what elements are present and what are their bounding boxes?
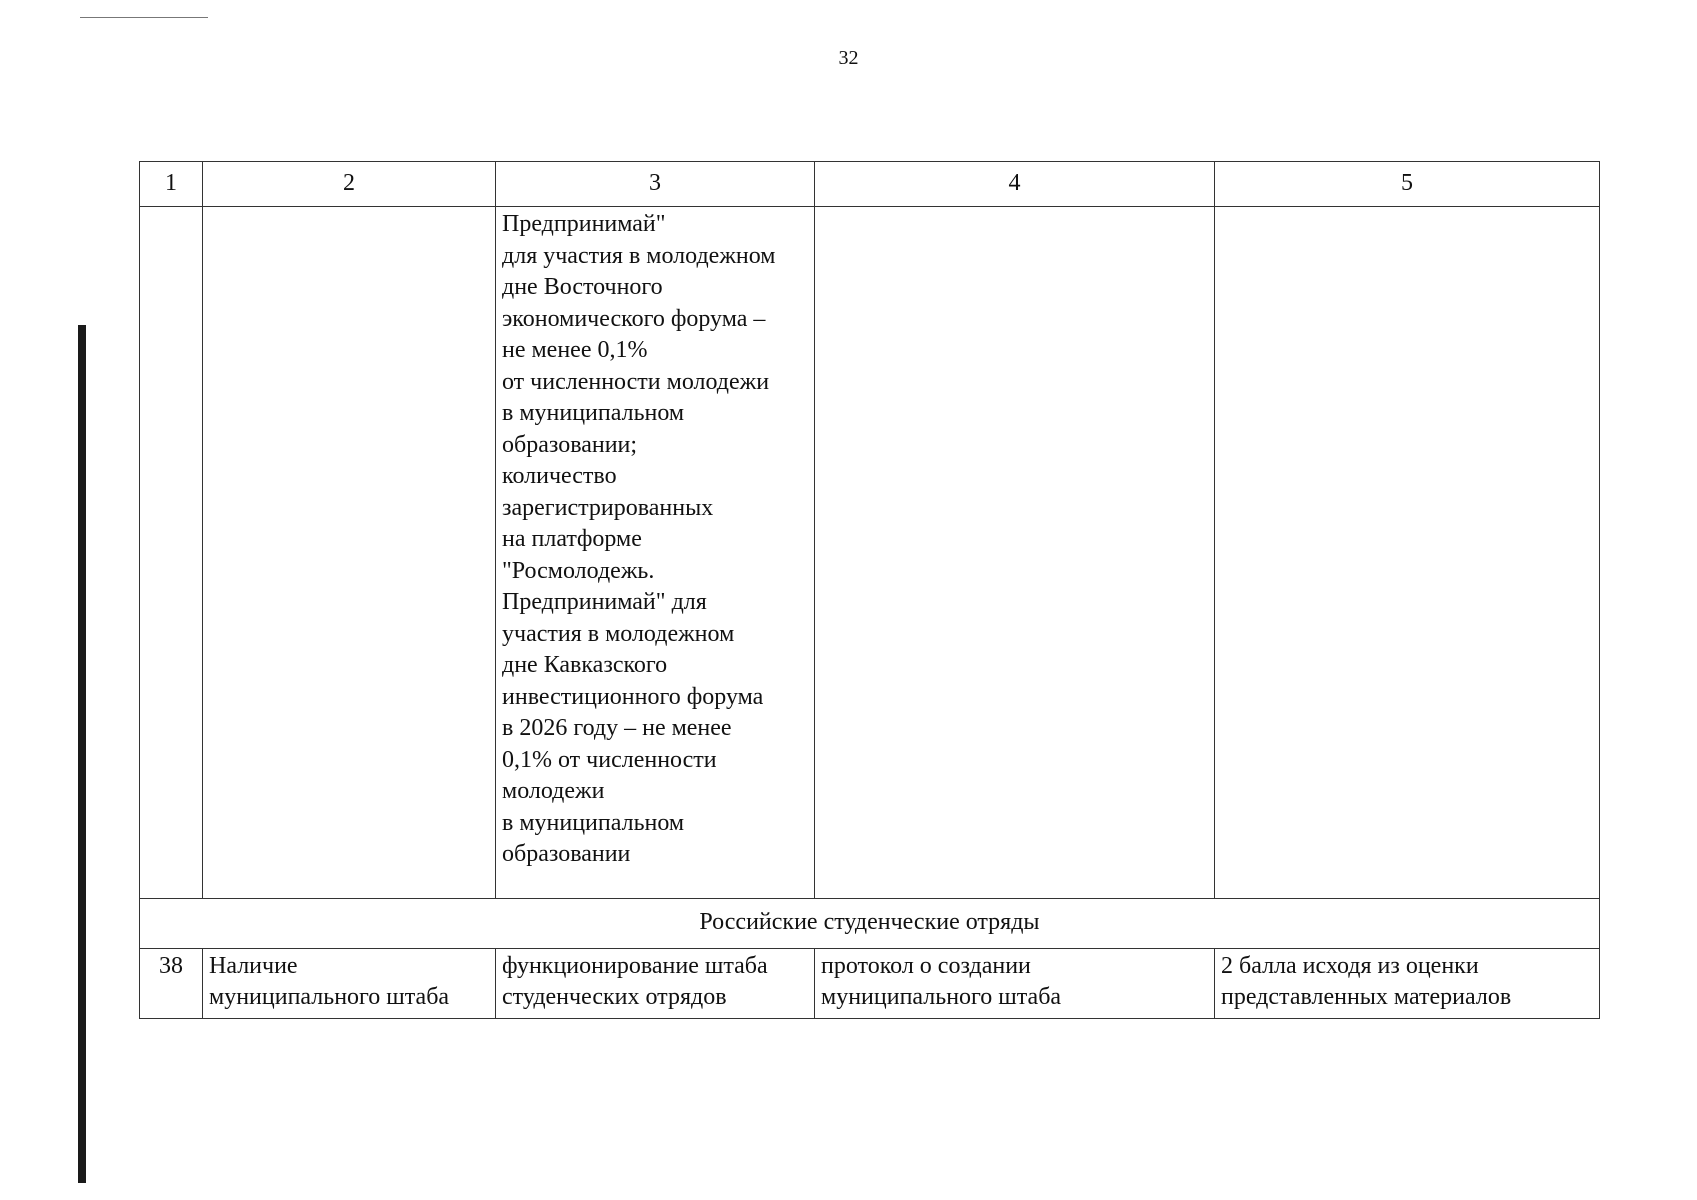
indicator-line: на платформе bbox=[502, 526, 642, 552]
continuation-cell-document bbox=[815, 207, 1215, 899]
header-row bbox=[140, 162, 1600, 207]
indicator-line: в муниципальном bbox=[502, 400, 685, 426]
criteria-table bbox=[139, 161, 1600, 1019]
indicator-line: не менее 0,1% bbox=[502, 337, 648, 363]
indicator-line: количество bbox=[502, 463, 617, 489]
indicator-line: дне Кавказского bbox=[502, 652, 668, 678]
row-number: 38 bbox=[140, 948, 203, 1018]
indicator-line: 0,1% от численности bbox=[502, 746, 717, 773]
indicator-line: от численности молодежи bbox=[502, 368, 770, 395]
continuation-row bbox=[140, 207, 1600, 899]
continuation-cell-criterion bbox=[203, 207, 496, 899]
indicator-line: экономического форума – bbox=[502, 305, 766, 332]
column-header-2: 2 bbox=[203, 162, 496, 207]
indicator-line: инвестиционного форума bbox=[502, 683, 764, 710]
indicator-cell bbox=[496, 948, 815, 1018]
indicator-line: участия в молодежном bbox=[502, 620, 735, 647]
indicator-line: функционирование штаба bbox=[502, 952, 768, 979]
indicator-line: Предпринимай" bbox=[502, 211, 666, 237]
column-header-3: 3 bbox=[496, 162, 815, 207]
indicator-line: в 2026 году – не менее bbox=[502, 715, 732, 741]
document-line: муниципального штаба bbox=[821, 984, 1062, 1010]
indicator-line: дне Восточного bbox=[502, 274, 663, 300]
document-cell bbox=[815, 948, 1215, 1018]
indicator-line: Предпринимай" для bbox=[502, 589, 707, 615]
section-title: Российские студенческие отряды bbox=[140, 899, 1600, 949]
document-line: протокол о создании bbox=[821, 952, 1031, 979]
indicator-line: "Росмолодежь. bbox=[502, 557, 655, 584]
indicator-line: образовании bbox=[502, 841, 631, 867]
section-row bbox=[140, 899, 1600, 949]
indicator-line: в муниципальном bbox=[502, 809, 685, 836]
indicator-line: студенческих отрядов bbox=[502, 984, 727, 1010]
table-row bbox=[140, 948, 1600, 1018]
continuation-cell-number bbox=[140, 207, 203, 899]
indicator-line: молодежи bbox=[502, 778, 605, 804]
indicator-line: образовании; bbox=[502, 431, 638, 458]
score-line: 2 балла исходя из оценки bbox=[1221, 952, 1479, 979]
continuation-cell-score bbox=[1215, 207, 1600, 899]
criteria-table-wrapper bbox=[139, 161, 1599, 1019]
continuation-cell-indicator bbox=[496, 207, 815, 899]
criterion-cell bbox=[203, 948, 496, 1018]
criterion-line: Наличие bbox=[209, 952, 298, 979]
score-line: представленных материалов bbox=[1221, 984, 1512, 1010]
score-cell bbox=[1215, 948, 1600, 1018]
scan-edge-bar bbox=[78, 325, 86, 1183]
indicator-line: для участия в молодежном bbox=[502, 242, 776, 269]
criterion-line: муниципального штаба bbox=[209, 984, 450, 1010]
page-number: 32 bbox=[838, 47, 859, 69]
indicator-line: зарегистрированных bbox=[502, 494, 714, 521]
top-rule bbox=[80, 17, 208, 18]
column-header-4: 4 bbox=[815, 162, 1215, 207]
column-header-5: 5 bbox=[1215, 162, 1600, 207]
column-header-1: 1 bbox=[140, 162, 203, 207]
